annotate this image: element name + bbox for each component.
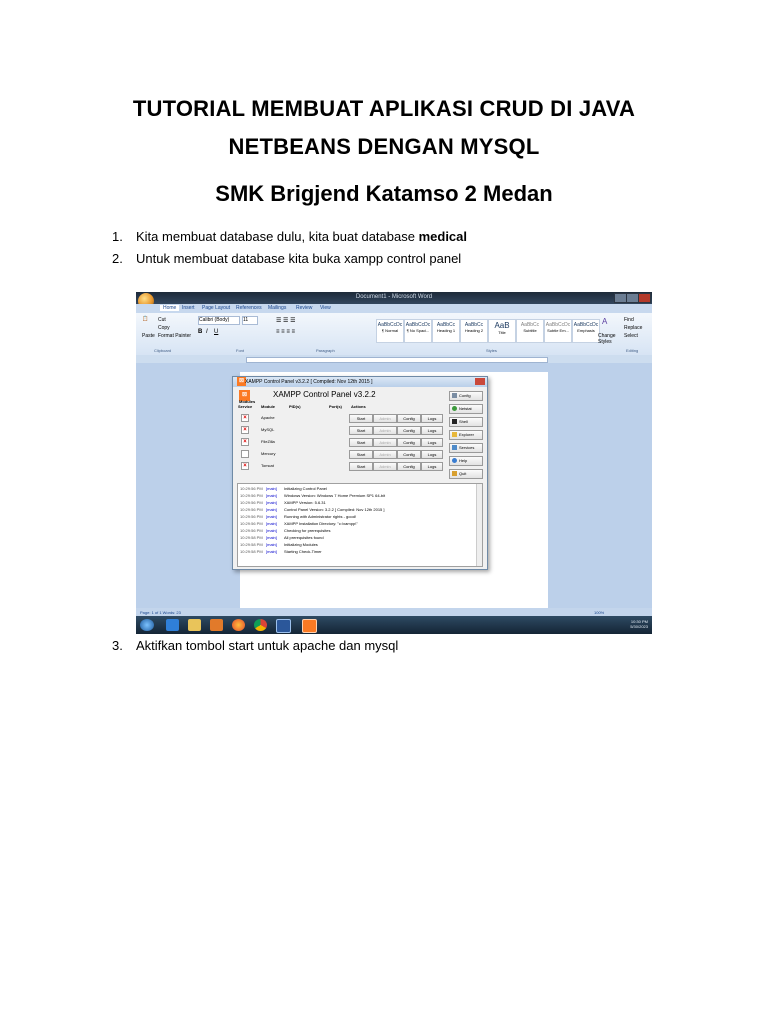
log-message: Starting Check-Timer xyxy=(284,549,322,554)
style-no-spacing xyxy=(404,319,432,343)
log-time: 10:29:58 PM xyxy=(240,549,263,554)
style-sample: AaBbCcDc xyxy=(405,322,431,328)
col-modules: Modules xyxy=(239,399,256,404)
log-row xyxy=(240,542,318,548)
logs-button[interactable]: Logs xyxy=(421,438,443,447)
log-row xyxy=(240,521,358,527)
style-normal xyxy=(376,319,404,343)
side-explorer-button[interactable] xyxy=(449,430,483,440)
logs-button[interactable]: Logs xyxy=(421,426,443,435)
paste-icon: 📋 xyxy=(142,316,149,322)
select-label: Select xyxy=(624,333,638,339)
group-label-editing: Editing xyxy=(626,348,639,353)
document-title-line2: NETBEANS DENGAN MYSQL xyxy=(228,134,540,159)
xampp-logo-icon: ⊠ xyxy=(238,378,245,384)
style-name: Heading 1 xyxy=(436,328,456,333)
folder-icon xyxy=(452,432,457,437)
log-row xyxy=(240,507,385,513)
log-message: Initializing Modules xyxy=(284,542,318,547)
service-x-icon: × xyxy=(241,426,249,434)
xampp-titlebar xyxy=(233,377,487,387)
style-sample: AaBbCcDc xyxy=(545,322,571,328)
ribbon-tab-mailings: Mailings xyxy=(268,305,287,311)
log-module: [main] xyxy=(266,535,277,540)
col-ports: Port(s) xyxy=(329,404,342,409)
module-name: Apache xyxy=(261,415,275,420)
font-name-box: Calibri (Body) xyxy=(198,316,240,325)
style-sample: AaBbCc xyxy=(464,322,484,328)
side-button-label: Services xyxy=(459,445,475,450)
admin-button[interactable]: Admin xyxy=(373,462,397,471)
style-name: Title xyxy=(498,330,506,335)
windows-taskbar xyxy=(136,616,652,634)
bold-icon: B xyxy=(198,329,203,335)
side-netstat-button[interactable] xyxy=(449,404,483,414)
start-button[interactable]: Start xyxy=(349,426,373,435)
paste-label: Paste xyxy=(142,333,155,339)
replace-label: Replace xyxy=(624,325,643,331)
word-window-title: Document1 - Microsoft Word xyxy=(355,294,433,300)
bullets-icon: ☰ ☰ ☰ xyxy=(276,318,296,324)
step-text: Aktifkan tombol start untuk apache dan mysql xyxy=(136,638,399,653)
align-icon: ≡ ≡ ≡ ≡ xyxy=(276,329,296,335)
step-text: Untuk membuat database kita buka xampp control panel xyxy=(136,251,462,266)
style-sample: AaB xyxy=(494,321,510,330)
log-scrollbar[interactable] xyxy=(476,484,482,566)
style-sample: AaBbCc xyxy=(520,322,540,328)
log-module: [main] xyxy=(266,528,277,533)
module-row-filezilla xyxy=(233,437,443,447)
ribbon-tabs xyxy=(136,304,652,313)
word-icon[interactable] xyxy=(276,619,291,633)
log-row xyxy=(240,514,356,520)
ribbon-tab-home: Home xyxy=(160,305,179,311)
service-empty-checkbox xyxy=(241,450,249,458)
side-shell-button[interactable] xyxy=(449,417,483,427)
style-subtle-emphasis xyxy=(544,319,572,343)
chrome-icon[interactable] xyxy=(254,619,267,631)
media-player-icon[interactable] xyxy=(210,619,223,631)
start-button[interactable]: Start xyxy=(349,462,373,471)
log-module: [main] xyxy=(266,507,277,512)
format-painter-label: Format Painter xyxy=(158,333,192,339)
log-time: 10:29:56 PM xyxy=(240,500,263,505)
log-message: All prerequisites found xyxy=(284,535,324,540)
change-styles-icon: A xyxy=(602,317,608,326)
logs-button[interactable]: Logs xyxy=(421,462,443,471)
log-message: Initializing Control Panel xyxy=(284,486,327,491)
side-button-label: Help xyxy=(459,458,468,463)
ribbon-tab-review: Review xyxy=(296,305,313,311)
log-time: 10:29:56 PM xyxy=(240,514,263,519)
system-tray xyxy=(630,619,648,629)
font-size-box: 11 xyxy=(242,316,258,325)
log-module: [main] xyxy=(266,493,277,498)
col-pids: PID(s) xyxy=(289,404,301,409)
document-subtitle: SMK Brigjend Katamso 2 Medan xyxy=(215,181,553,206)
module-name: MySQL xyxy=(261,427,275,432)
change-styles-label: Change Styles xyxy=(598,333,616,345)
style-subtitle xyxy=(516,319,544,343)
log-row xyxy=(240,500,326,506)
step-text: Kita membuat database dulu, kita buat database xyxy=(136,229,419,244)
style-name: ¶ No Spaci... xyxy=(406,328,430,333)
log-time: 10:29:56 PM xyxy=(240,521,263,526)
underline-icon: U xyxy=(214,329,219,335)
config-button[interactable]: Config xyxy=(397,414,421,423)
log-message: Checking for prerequisites xyxy=(284,528,331,533)
start-button[interactable]: Start xyxy=(349,414,373,423)
help-icon xyxy=(452,458,457,463)
tray-date: 5/30/2023 xyxy=(630,624,648,629)
document-title-line1: TUTORIAL MEMBUAT APLIKASI CRUD DI JAVA xyxy=(132,96,636,121)
log-row xyxy=(240,535,324,541)
log-module: [main] xyxy=(266,514,277,519)
logs-button[interactable]: Logs xyxy=(421,414,443,423)
step-number: 1. xyxy=(112,229,123,244)
log-module: [main] xyxy=(266,521,277,526)
side-button-label: Config xyxy=(459,393,471,398)
log-time: 10:29:56 PM xyxy=(240,493,263,498)
admin-button[interactable]: Admin xyxy=(373,414,397,423)
module-row-tomcat xyxy=(233,461,443,471)
ribbon-tab-insert: Insert xyxy=(182,305,195,311)
find-label: Find xyxy=(624,317,634,323)
log-time: 10:29:58 PM xyxy=(240,535,263,540)
service-x-icon: × xyxy=(241,462,249,470)
log-time: 10:29:58 PM xyxy=(240,542,263,547)
module-row-mercury xyxy=(233,449,443,459)
step-number: 2. xyxy=(112,251,123,266)
col-service: Service xyxy=(238,404,253,409)
log-message: XAMPP Version: 5.6.31 xyxy=(284,500,326,505)
xampp-taskbar-icon[interactable] xyxy=(302,619,317,633)
admin-button[interactable]: Admin xyxy=(373,426,397,435)
group-label-styles: Styles xyxy=(486,348,497,353)
xampp-header-title: XAMPP Control Panel v3.2.2 xyxy=(273,390,376,399)
ribbon-tab-page-layout: Page Layout xyxy=(202,305,231,311)
side-help-button[interactable] xyxy=(449,456,483,466)
quit-icon xyxy=(452,471,457,476)
step-item-2 xyxy=(112,251,461,266)
step-item-3 xyxy=(112,638,398,653)
group-label-paragraph: Paragraph xyxy=(316,348,335,353)
log-module: [main] xyxy=(266,486,277,491)
italic-icon: I xyxy=(206,329,208,335)
style-heading2 xyxy=(460,319,488,343)
module-name: FileZilla xyxy=(261,439,275,444)
log-time: 10:29:56 PM xyxy=(240,528,263,533)
start-button[interactable]: Start xyxy=(349,438,373,447)
admin-button[interactable]: Admin xyxy=(373,450,397,459)
style-name: Emphasis xyxy=(577,328,595,333)
side-quit-button[interactable] xyxy=(449,469,483,479)
log-message: Running with Administrator rights - good! xyxy=(284,514,357,519)
cut-label: Cut xyxy=(158,317,166,323)
log-time: 10:29:56 PM xyxy=(240,507,263,512)
admin-button[interactable]: Admin xyxy=(373,438,397,447)
service-x-icon: × xyxy=(241,414,249,422)
side-button-label: Shell xyxy=(459,419,468,424)
start-orb-icon[interactable] xyxy=(140,619,154,631)
log-row xyxy=(240,549,322,555)
step-number: 3. xyxy=(112,638,123,653)
xampp-log-panel xyxy=(237,483,483,567)
log-row xyxy=(240,493,385,499)
side-services-button[interactable] xyxy=(449,443,483,453)
log-message: XAMPP Installation Directory: "c:\xampp\" xyxy=(284,521,358,526)
module-row-mysql xyxy=(233,425,443,435)
xampp-control-panel-window xyxy=(232,376,488,570)
zoom-level: 100% xyxy=(594,610,605,615)
status-page-words: Page: 1 of 1 Words: 23 xyxy=(140,610,181,615)
log-module: [main] xyxy=(266,542,277,547)
side-button-label: Explorer xyxy=(459,432,474,437)
copy-label: Copy xyxy=(158,325,170,331)
log-row xyxy=(240,486,327,492)
xampp-window-title: XAMPP Control Panel v3.2.2 [ Compiled: Nov 12th 2015 ] xyxy=(245,379,373,385)
logs-button[interactable]: Logs xyxy=(421,450,443,459)
config-button[interactable]: Config xyxy=(397,450,421,459)
style-sample: AaBbCcDc xyxy=(377,322,403,328)
style-heading1 xyxy=(432,319,460,343)
module-name: Tomcat xyxy=(261,463,274,468)
log-message: Control Panel Version: 3.2.2 [ Compiled: Nov 12th 2015 ] xyxy=(284,507,385,512)
group-label-clipboard: Clipboard xyxy=(154,348,172,353)
side-button-label: Quit xyxy=(459,471,467,476)
log-row xyxy=(240,528,330,534)
style-sample: AaBbCcDc xyxy=(573,322,599,328)
col-module: Module xyxy=(261,404,275,409)
col-actions: Actions xyxy=(351,404,366,409)
group-label-font: Font xyxy=(236,348,245,353)
style-title xyxy=(488,319,516,343)
style-name: Heading 2 xyxy=(464,328,484,333)
ribbon-tab-references: References xyxy=(236,305,262,311)
module-name: Mercury xyxy=(261,451,276,456)
xampp-close-icon xyxy=(475,378,485,385)
wrench-icon xyxy=(452,393,457,398)
service-x-icon: × xyxy=(241,438,249,446)
word-titlebar xyxy=(136,292,652,304)
ribbon-home xyxy=(136,313,652,356)
file-explorer-icon[interactable] xyxy=(188,619,201,631)
side-config-button[interactable] xyxy=(449,391,483,401)
style-sample: AaBbCc xyxy=(436,322,456,328)
config-button[interactable]: Config xyxy=(397,426,421,435)
side-button-label: Netstat xyxy=(459,406,472,411)
style-name: Subtle Em... xyxy=(547,328,569,333)
tray-time: 10:30 PM xyxy=(630,619,648,624)
style-name: Subtitle xyxy=(523,328,537,333)
config-button[interactable]: Config xyxy=(397,438,421,447)
log-message: Windows Version: Windows 7 Home Premium SP1 64-bit xyxy=(284,493,386,498)
network-icon xyxy=(452,406,457,411)
close-icon xyxy=(638,293,651,303)
internet-explorer-icon[interactable] xyxy=(166,619,179,631)
ruler xyxy=(136,355,652,363)
step-bold-text: medical xyxy=(418,229,468,244)
config-button[interactable]: Config xyxy=(397,462,421,471)
shell-icon xyxy=(452,419,457,424)
style-emphasis xyxy=(572,319,600,343)
start-button[interactable]: Start xyxy=(349,450,373,459)
xampp-header-logo-icon: ⊠ xyxy=(239,390,250,401)
module-row-apache xyxy=(233,413,443,423)
log-module: [main] xyxy=(266,500,277,505)
ribbon-tab-view: View xyxy=(320,305,331,311)
style-name: ¶ Normal xyxy=(381,328,399,333)
embedded-screenshot xyxy=(136,292,652,634)
step-item-1 xyxy=(112,229,467,244)
log-time: 10:29:56 PM xyxy=(240,486,263,491)
firefox-icon[interactable] xyxy=(232,619,245,631)
log-module: [main] xyxy=(266,549,277,554)
services-icon xyxy=(452,445,457,450)
word-status-bar xyxy=(136,608,652,616)
